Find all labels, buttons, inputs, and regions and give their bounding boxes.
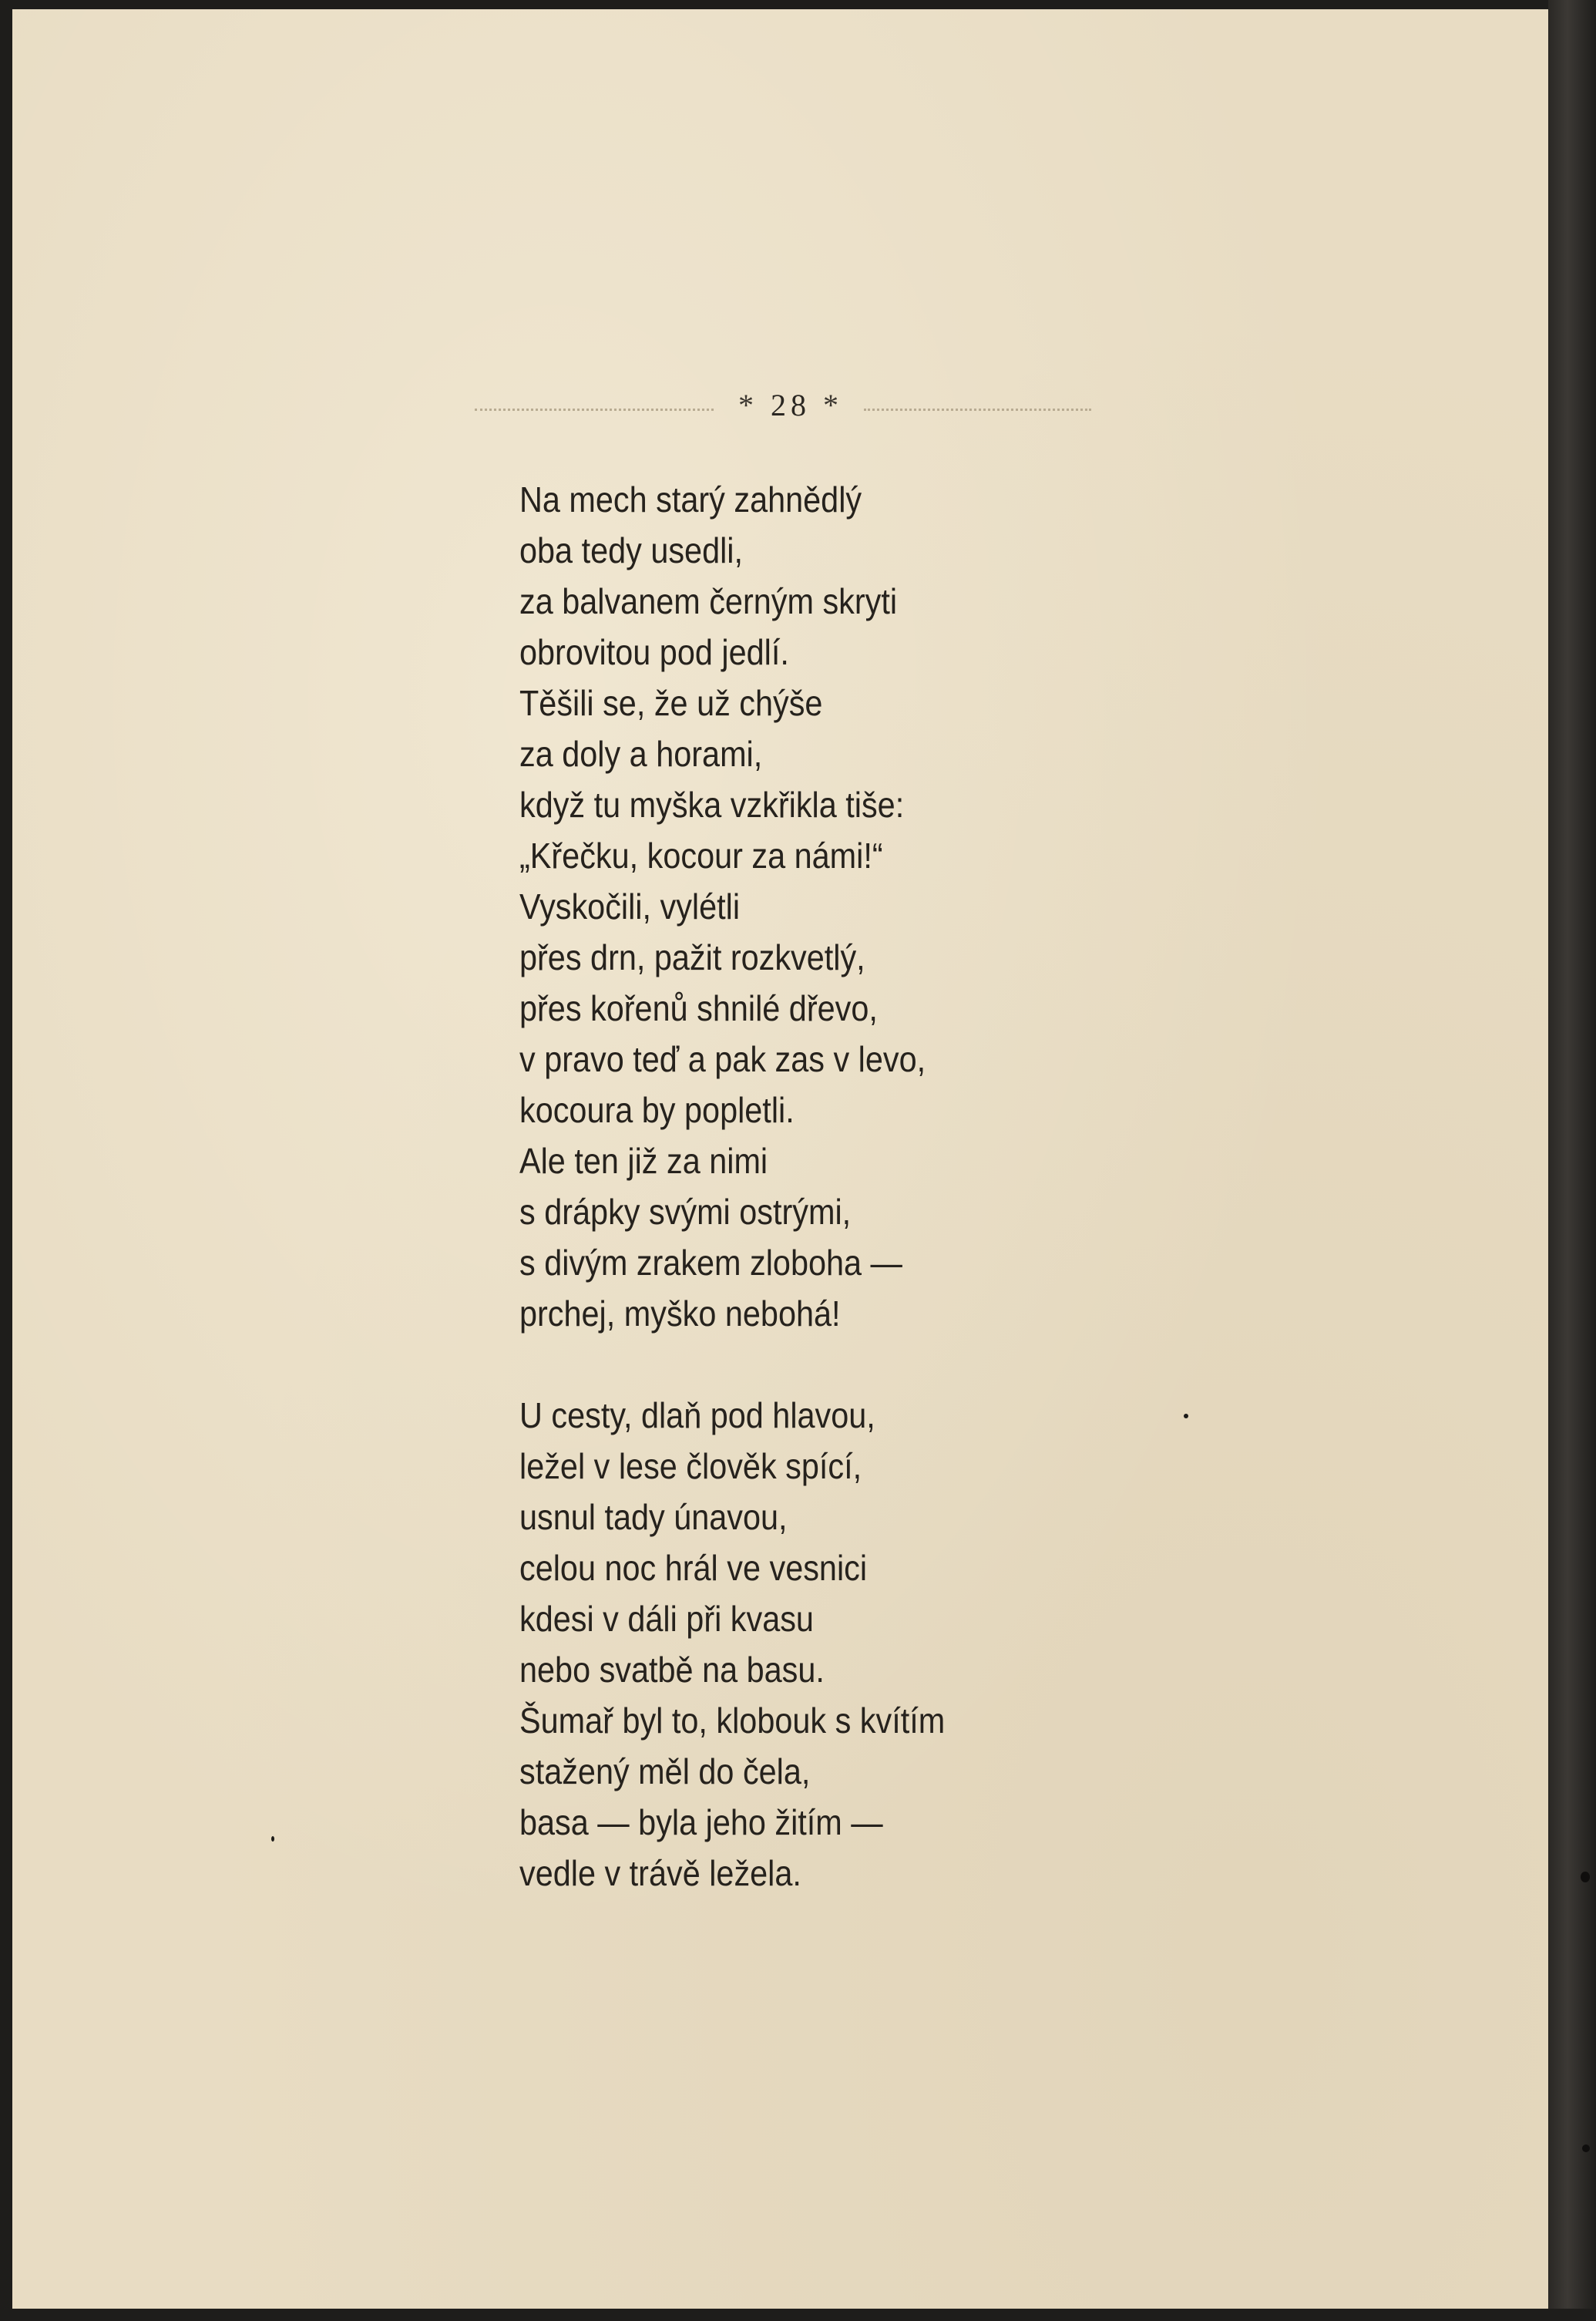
- header-dotted-rule-left: [475, 409, 714, 411]
- edge-mark: [1581, 1872, 1590, 1882]
- verse-line: „Křečku, kocour za námi!“: [519, 836, 883, 876]
- verse-line: s drápky svými ostrými,: [519, 1192, 852, 1232]
- scan-bottom-border: [0, 2309, 1596, 2321]
- verse-line: obrovitou pod jedlí.: [519, 632, 789, 672]
- verse-line: přes drn, pažit rozkvetlý,: [519, 937, 865, 977]
- page-header: [475, 387, 1091, 426]
- edge-mark: [1582, 2144, 1590, 2152]
- poem-text: [519, 474, 1105, 1899]
- verse-line: basa — byla jeho žitím —: [519, 1802, 883, 1842]
- verse-line: Ale ten již za nimi: [519, 1141, 768, 1181]
- verse-line: v pravo teď a pak zas v levo,: [519, 1039, 926, 1079]
- verse-line: U cesty, dlaň pod hlavou,: [519, 1395, 875, 1435]
- page-number: 28: [771, 388, 811, 422]
- verse-line: Na mech starý zahnědlý: [519, 479, 862, 520]
- verse-line: přes kořenů shnilé dřevo,: [519, 988, 878, 1028]
- verse-line: Šumař byl to, klobouk s kvítím: [519, 1700, 946, 1741]
- verse-line: kocoura by popletli.: [519, 1090, 795, 1130]
- stanza: [519, 474, 1105, 1339]
- verse-line: stažený měl do čela,: [519, 1751, 811, 1791]
- verse-line: usnul tady únavou,: [519, 1497, 788, 1537]
- verse-line: Těšili se, že už chýše: [519, 683, 823, 723]
- verse-line: když tu myška vzkřikla tiše:: [519, 785, 905, 825]
- paper-speck: [271, 1836, 274, 1842]
- verse-line: oba tedy usedli,: [519, 530, 744, 570]
- asterisk-ornament-left: *: [738, 388, 758, 422]
- verse-line: kdesi v dáli při kvasu: [519, 1599, 814, 1639]
- verse-line: za doly a horami,: [519, 734, 763, 774]
- header-dotted-rule-right: [864, 409, 1091, 411]
- page-number-line: [723, 387, 858, 423]
- book-edge-shadow: [1548, 0, 1596, 2321]
- verse-line: Vyskočili, vylétli: [519, 886, 741, 927]
- asterisk-ornament-right: *: [823, 388, 843, 422]
- verse-line: ležel v lese člověk spící,: [519, 1446, 862, 1486]
- verse-line: za balvanem černým skryti: [519, 581, 898, 621]
- verse-line: celou noc hrál ve vesnici: [519, 1548, 868, 1588]
- verse-line: vedle v trávě ležela.: [519, 1853, 801, 1893]
- verse-line: prchej, myško nebohá!: [519, 1293, 841, 1334]
- paper-speck: [1184, 1414, 1188, 1418]
- verse-line: s divým zrakem zloboha —: [519, 1243, 902, 1283]
- paper-sheet: [12, 9, 1561, 2309]
- stanza: [519, 1390, 1105, 1899]
- verse-line: nebo svatbě na basu.: [519, 1650, 825, 1690]
